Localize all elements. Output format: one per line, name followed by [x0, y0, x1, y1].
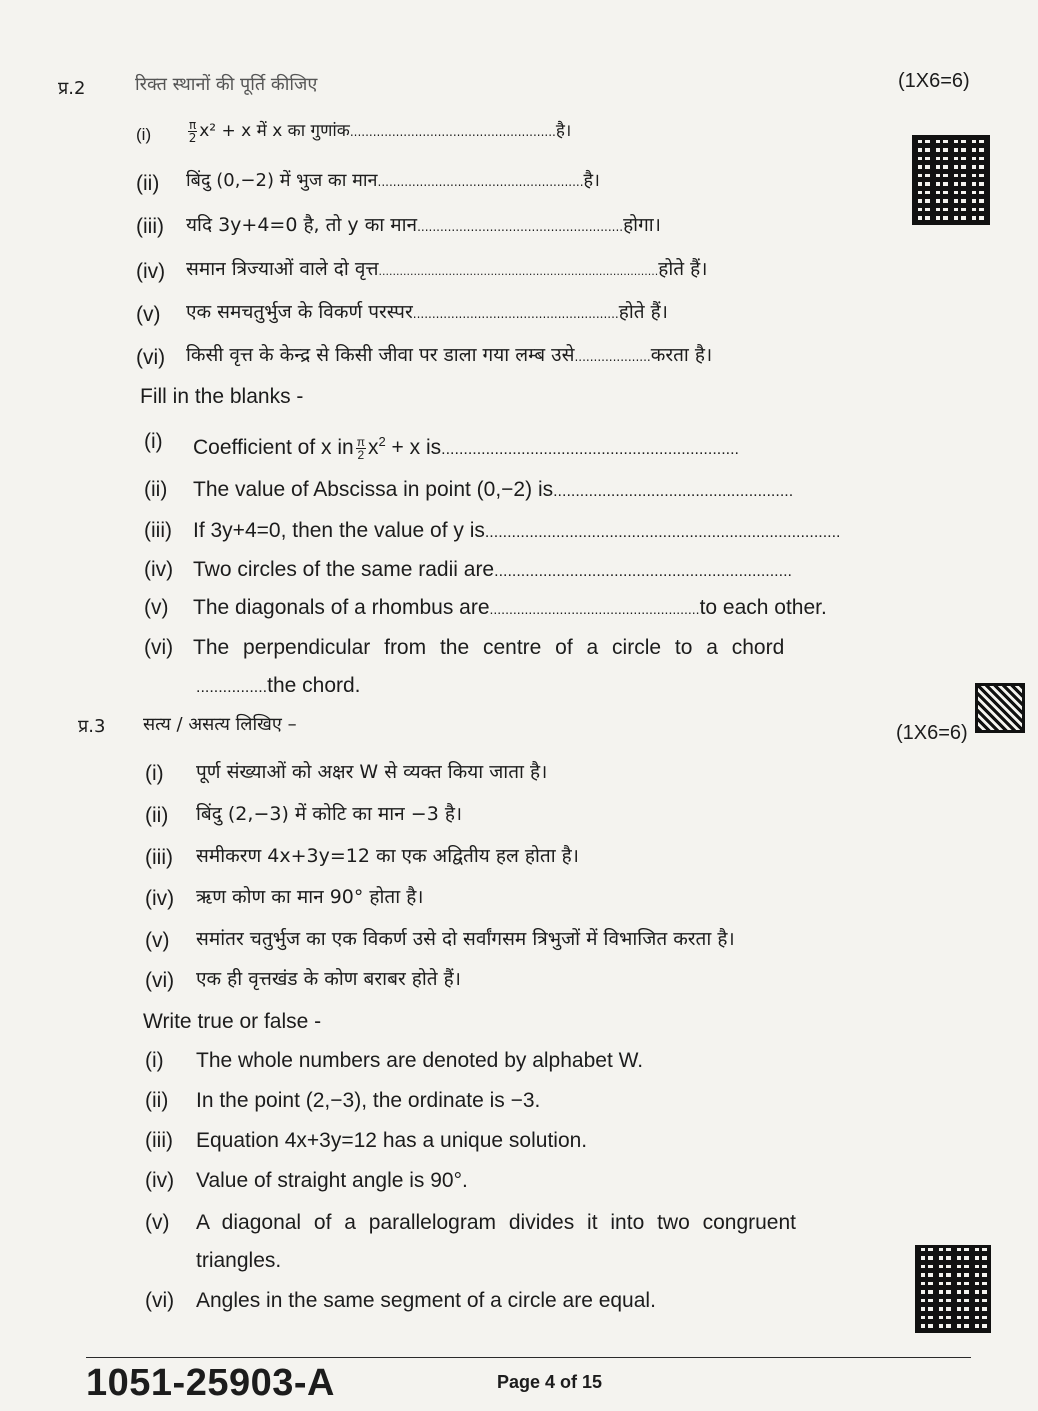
q3-hi-item-2: बिंदु (2,−3) में कोटि का मान −3 है। — [196, 803, 463, 825]
q2-hi-item-3-num: (iii) — [136, 215, 164, 238]
q3-hi-item-5-num: (v) — [145, 929, 170, 952]
q2-en-item-4: Two circles of the same radii are................................................................... — [193, 558, 792, 581]
datamatrix-code-bottom — [915, 1245, 991, 1333]
q3-hi-item-6: एक ही वृत्तखंड के कोण बराबर होते हैं। — [196, 968, 461, 990]
question-2-title-hindi: रिक्त स्थानों की पूर्ति कीजिए — [135, 74, 318, 95]
q3-hi-item-4: ऋण कोण का मान 90° होता है। — [196, 886, 424, 908]
q2-en-item-5-num: (v) — [144, 596, 169, 619]
q3-hi-item-3-num: (iii) — [145, 846, 173, 869]
q2-en-item-6-num: (vi) — [144, 636, 174, 659]
q3-en-item-3: Equation 4x+3y=12 has a unique solution. — [196, 1129, 588, 1152]
q3-en-item-2: In the point (2,−3), the ordinate is −3. — [196, 1089, 541, 1112]
question-3-title-hindi: सत्य / असत्य लिखिए – — [143, 714, 297, 735]
q2-hi-item-2-num: (ii) — [136, 172, 160, 195]
q2-en-item-6: The perpendicular from the centre of a circle to a chord — [193, 636, 785, 659]
q2-en-item-6-cont: ................the chord. — [196, 674, 361, 697]
q2-hi-item-5-num: (v) — [136, 303, 161, 326]
paper-code: 1051-25903-A — [86, 1362, 335, 1404]
fraction: $\frac{\pi}{2}$ — [188, 117, 197, 145]
q2-hi-item-4: समान त्रिज्याओं वाले दो वृत्त................................................................................होते हैं। — [186, 258, 708, 280]
q3-en-item-4: Value of straight angle is 90°. — [196, 1169, 468, 1192]
q3-en-item-2-num: (ii) — [145, 1089, 169, 1112]
q2-en-item-4-num: (iv) — [144, 558, 174, 581]
q2-hi-item-1: $\frac{\pi}{2}$ x² + x में x का गुणांक......................................................है। — [188, 117, 572, 145]
q2-hi-item-1-num: (i) — [136, 125, 152, 144]
q3-hi-item-2-num: (ii) — [145, 804, 169, 827]
q2-hi-item-5: एक समचतुर्भुज के विकर्ण परस्पर......................................................होते हैं। — [186, 301, 668, 323]
question-2-marks: (1X6=6) — [898, 70, 970, 92]
q3-en-item-4-num: (iv) — [145, 1169, 175, 1192]
q3-en-item-6: Angles in the same segment of a circle are equal. — [196, 1289, 656, 1312]
question-3-marks: (1X6=6) — [896, 722, 968, 744]
q2-hi-item-4-num: (iv) — [136, 260, 166, 283]
q2-en-item-2-num: (ii) — [144, 478, 168, 501]
q2-hi-item-6-num: (vi) — [136, 346, 166, 369]
q2-en-item-3-num: (iii) — [144, 519, 172, 542]
q3-en-item-5-cont: triangles. — [196, 1249, 282, 1272]
q2-en-item-3: If 3y+4=0, then the value of y is................................................................................ — [193, 519, 841, 542]
q2-en-item-2: The value of Abscissa in point (0,−2) is...................................................... — [193, 478, 794, 501]
q2-title-english: Fill in the blanks - — [140, 385, 304, 408]
q3-en-item-5-num: (v) — [145, 1211, 170, 1234]
q2-en-item-1: Coefficient of x in $\frac{\pi}{2}$ $x^2 + x$ is................................................................... — [193, 434, 739, 462]
datamatrix-code-top — [912, 135, 990, 225]
q3-hi-item-3: समीकरण 4x+3y=12 का एक अद्वितीय हल होता है। — [196, 845, 579, 867]
q2-en-item-1-num: (i) — [144, 430, 163, 453]
q3-hi-item-1-num: (i) — [145, 762, 164, 785]
q2-hi-item-2: बिंदु (0,−2) में भुज का मान......................................................है। — [186, 170, 600, 191]
qr-code — [975, 683, 1025, 733]
q3-hi-item-4-num: (iv) — [145, 887, 175, 910]
fraction: $\frac{\pi}{2}$ — [356, 434, 365, 462]
q2-hi-item-6: किसी वृत्त के केन्द्र से किसी जीवा पर डाला गया लम्ब उसे....................करता है। — [186, 344, 713, 366]
q3-hi-item-1: पूर्ण संख्याओं को अक्षर W से व्यक्त किया जाता है। — [196, 761, 548, 783]
q3-en-item-1: The whole numbers are denoted by alphabet W. — [196, 1049, 644, 1072]
q2-en-item-5: The diagonals of a rhombus are......................................................to each other. — [193, 596, 827, 619]
page-number: Page 4 of 15 — [497, 1372, 603, 1392]
q3-hi-item-6-num: (vi) — [145, 969, 175, 992]
q3-hi-item-5: समांतर चतुर्भुज का एक विकर्ण उसे दो सर्वांगसम त्रिभुजों में विभाजित करता है। — [196, 928, 735, 950]
q2-hi-item-3: यदि 3y+4=0 है, तो y का मान......................................................होगा। — [186, 214, 661, 236]
q3-en-item-1-num: (i) — [145, 1049, 164, 1072]
q3-en-item-6-num: (vi) — [145, 1289, 175, 1312]
footer-divider — [86, 1357, 971, 1358]
question-3-label: प्र.3 — [78, 716, 106, 737]
q3-title-english: Write true or false - — [143, 1010, 322, 1033]
question-2-label: प्र.2 — [58, 78, 86, 99]
q3-en-item-3-num: (iii) — [145, 1129, 173, 1152]
q3-en-item-5: A diagonal of a parallelogram divides it into two congruent — [196, 1211, 796, 1234]
